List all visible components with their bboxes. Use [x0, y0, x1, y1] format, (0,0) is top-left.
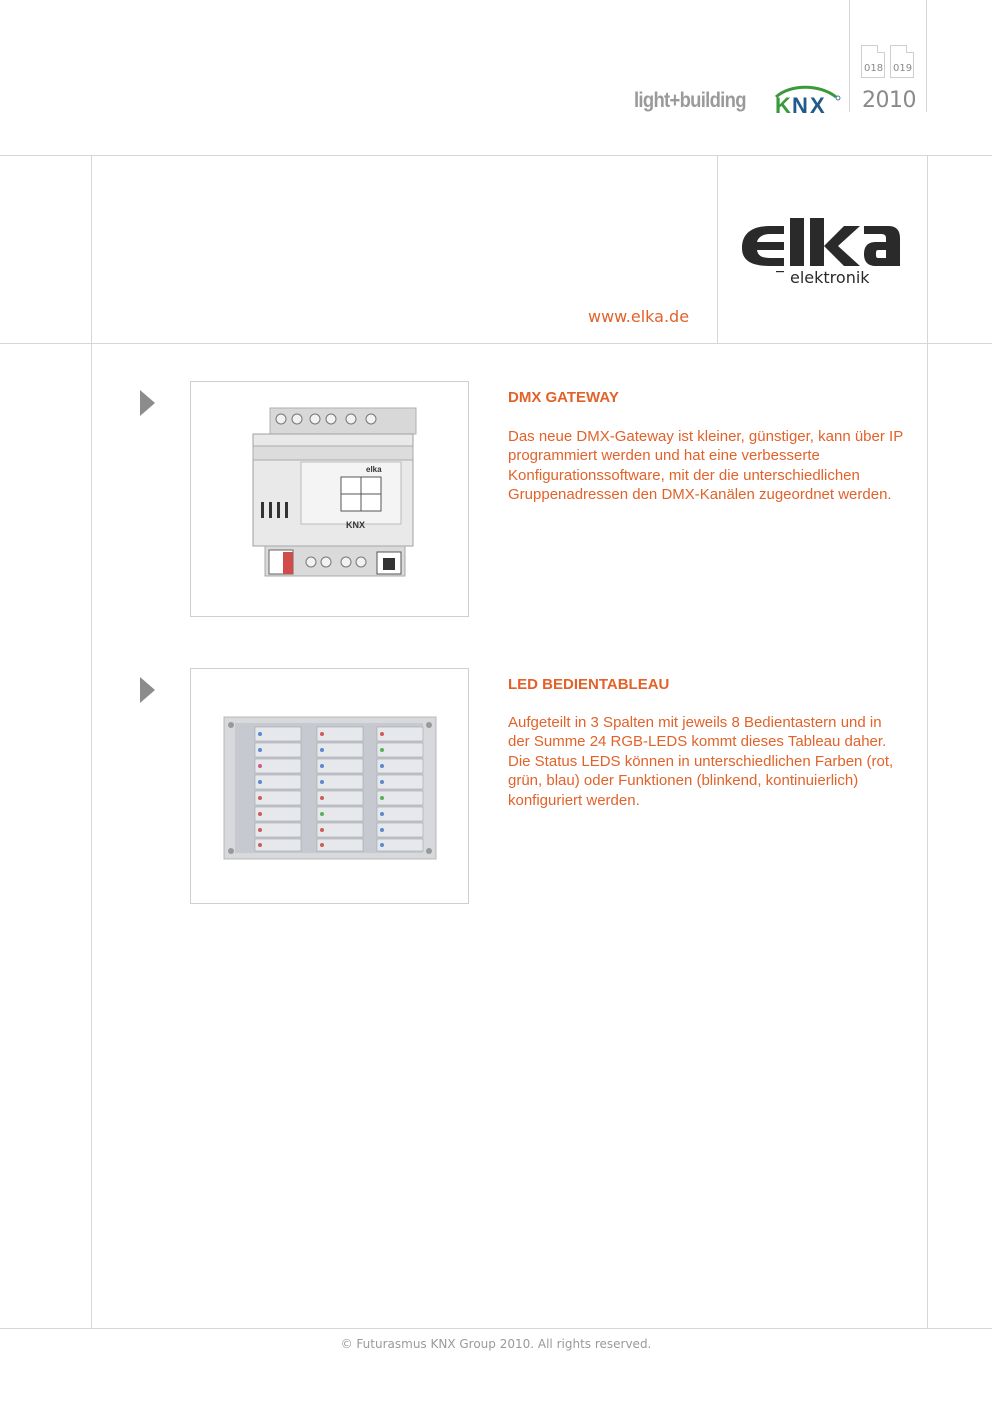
product-description: Das neue DMX-Gateway ist kleiner, günstiger, kann über IP programmiert werden und hat eine verbesserte Konfigurationssoftware, mit der die unterschiedlichen Gruppenadressen den DMX-Kanälen zugeordnet werden.	[508, 428, 903, 504]
svg-text:N: N	[792, 93, 808, 116]
logo-divider	[717, 155, 718, 343]
header-divider	[849, 0, 850, 112]
elka-logo	[740, 218, 902, 288]
svg-text:K: K	[775, 93, 791, 116]
led-panel-image	[190, 668, 469, 904]
company-website-link[interactable]: www.elka.de	[588, 307, 690, 326]
footer-top-rule	[0, 1328, 992, 1329]
product-title: LED BEDIENTABLEAU	[508, 676, 670, 693]
right-margin-rule	[927, 155, 928, 1329]
header-right-rule	[926, 0, 927, 112]
year: 2010	[862, 88, 916, 113]
copyright-footer: © Futurasmus KNX Group 2010. All rights reserved.	[340, 1337, 652, 1351]
bullet-arrow-icon	[140, 390, 155, 416]
event-name: light+building	[634, 89, 746, 112]
elka-logo-subtitle: elektronik	[790, 268, 870, 287]
svg-text:elka: elka	[366, 465, 382, 474]
svg-text:KNX: KNX	[346, 520, 366, 530]
dmx-gateway-image	[190, 381, 469, 617]
svg-text:X: X	[810, 93, 825, 116]
left-margin-rule	[91, 155, 92, 1329]
product-title: DMX GATEWAY	[508, 389, 619, 406]
page-number-right: 019	[893, 63, 913, 74]
knx-logo	[772, 84, 842, 116]
product-description: Aufgeteilt in 3 Spalten mit jeweils 8 Bedientastern und in der Summe 24 RGB-LEDS kommt dieses Tableau daher. Die Status LEDS können in unterschiedlichen Farben (rot, grün, blau) oder Funktionen (blinkend, kontinuierlich) konfiguriert werden.	[508, 714, 894, 809]
bullet-arrow-icon	[140, 677, 155, 703]
header-bottom-rule	[0, 155, 992, 156]
page-number-left: 018	[864, 63, 884, 74]
company-bottom-rule	[0, 343, 992, 344]
